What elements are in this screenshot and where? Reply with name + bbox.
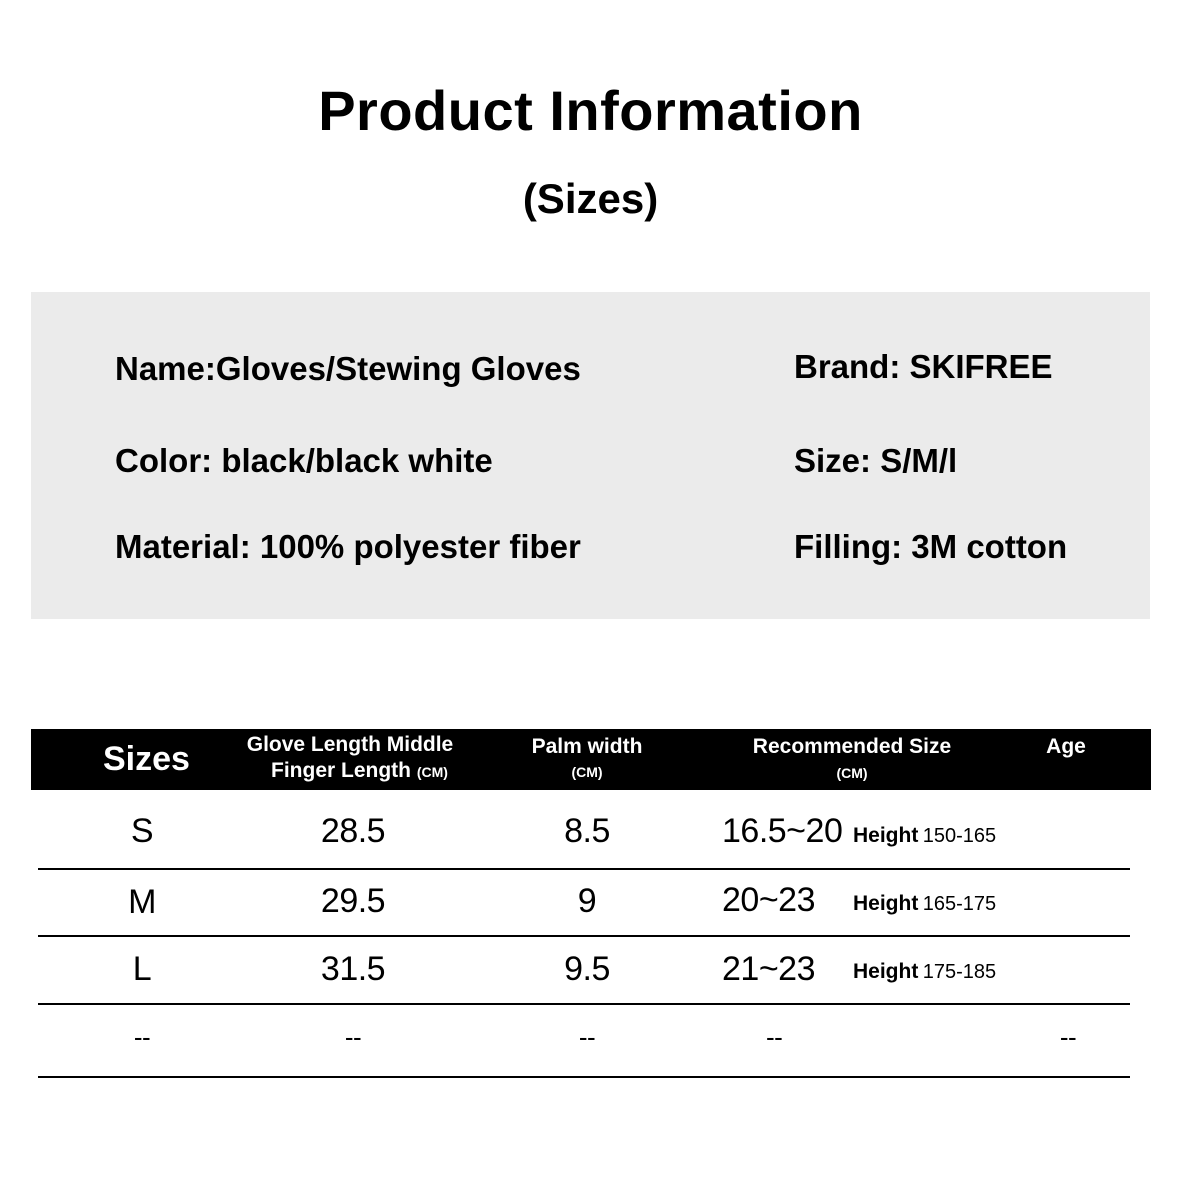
info-color: Color: black/black white — [115, 442, 493, 479]
row3-length: 31.5 — [320, 950, 386, 988]
header-sizes: Sizes — [103, 740, 190, 778]
info-filling: Filling: 3M cotton — [794, 528, 1068, 565]
row3-height — [853, 960, 996, 984]
header-glove-length-line2: Finger Length — [271, 759, 411, 782]
row-divider — [38, 935, 1130, 937]
row-divider — [38, 1003, 1130, 1005]
header-recommended-size: Recommended Size — [752, 735, 952, 758]
header-recommended-unit: (CM) — [836, 765, 868, 781]
header-palm-width: Palm width — [531, 735, 643, 758]
row3-recommended: 21~23 — [722, 950, 815, 988]
row2-height — [853, 892, 996, 916]
row2-height-range: 165-175 — [922, 893, 997, 915]
row1-height-label: Height — [853, 824, 919, 847]
row1-length: 28.5 — [320, 812, 386, 850]
header-glove-length-line1: Glove Length Middle — [246, 733, 454, 756]
row2-length: 29.5 — [320, 882, 386, 920]
page-title: Product Information — [318, 79, 863, 142]
row4-size: -- — [133, 1022, 151, 1052]
info-size: Size: S/M/l — [794, 442, 958, 479]
row2-palm: 9 — [577, 882, 597, 920]
info-brand: Brand: SKIFREE — [794, 348, 1053, 385]
header-glove-length — [210, 733, 490, 757]
row3-size: L — [132, 950, 152, 988]
row1-recommended: 16.5~20 — [722, 812, 843, 850]
info-name: Name:Gloves/Stewing Gloves — [115, 350, 581, 387]
info-material: Material: 100% polyester fiber — [115, 528, 581, 565]
row4-age: -- — [1059, 1022, 1077, 1052]
row1-height-range: 150-165 — [922, 825, 997, 847]
row1-height — [853, 824, 996, 848]
header-age: Age — [1046, 735, 1086, 758]
row2-height-label: Height — [853, 892, 919, 915]
product-info-panel — [31, 292, 1150, 619]
row-divider — [38, 1076, 1130, 1078]
row4-palm: -- — [578, 1022, 596, 1052]
header-glove-length-unit: (CM) — [416, 764, 448, 780]
page-subtitle: (Sizes) — [522, 175, 659, 222]
row3-height-range: 175-185 — [922, 961, 997, 983]
row1-palm: 8.5 — [564, 812, 610, 850]
row4-length: -- — [344, 1022, 362, 1052]
row4-recommended: -- — [766, 1022, 783, 1052]
header-finger-length — [271, 759, 448, 783]
row3-palm: 9.5 — [564, 950, 610, 988]
header-palm-width-unit: (CM) — [571, 764, 603, 780]
row2-recommended: 20~23 — [722, 881, 815, 919]
table-header — [31, 729, 1151, 790]
row1-size: S — [130, 812, 154, 850]
row3-height-label: Height — [853, 960, 919, 983]
row-divider — [38, 868, 1130, 870]
row2-size: M — [128, 883, 156, 921]
